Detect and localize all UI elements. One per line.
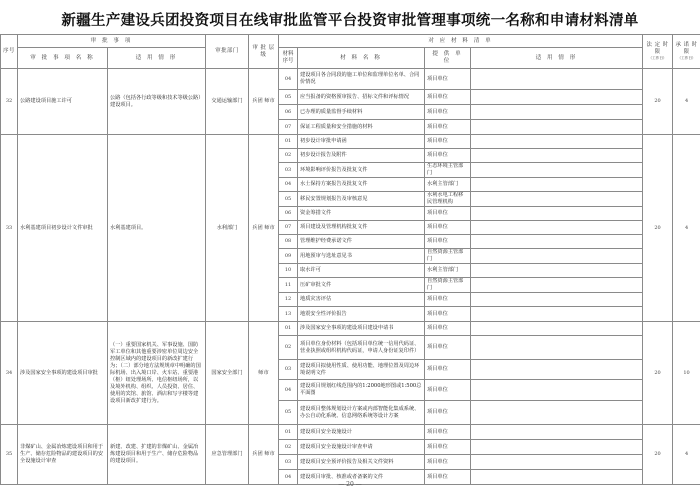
material-name: 管理维护经费承诺文件	[298, 235, 425, 249]
header-level: 审 批 层 级	[249, 35, 279, 69]
row-item-scope: 公路（包括各行政等级和技术等级公路）建设项目。	[108, 69, 206, 135]
material-provider: 项目单位	[425, 336, 471, 360]
material-name: 建设项目安全预评价报告及相关文件资料	[298, 455, 425, 470]
header-item-scope: 适 用 情 形	[108, 48, 206, 69]
material-scope	[471, 249, 643, 264]
header-legal-days	[643, 35, 673, 69]
material-name: 应当报备的资格预审报告、招标文件和评标情况	[298, 90, 425, 105]
row-item-name: 公路建设项目施工许可	[18, 69, 108, 135]
row-promised-days: 10	[673, 322, 700, 425]
material-seq: 07	[279, 221, 298, 235]
row-level: 师市	[249, 322, 279, 425]
row-legal-days: 20	[643, 135, 673, 322]
row-seq: 32	[1, 69, 18, 135]
row-promised-days: 4	[673, 69, 700, 135]
material-provider: 水利主管部门	[425, 264, 471, 278]
material-name: 项目单位身份材料（包括项目单位统一信用代码证、营业执照或组织机构代码证，申请人身份证复印件）	[298, 336, 425, 360]
material-name: 建设项目各合同段的施工单位和监理单位名单、合同价情况	[298, 69, 425, 90]
material-name: 地质灾害评估	[298, 293, 425, 307]
row-item-scope: 水利基建项目。	[108, 135, 206, 322]
material-scope	[471, 105, 643, 120]
material-seq: 05	[279, 90, 298, 105]
material-provider: 项目单位	[425, 470, 471, 485]
page-number: — 20 —	[338, 481, 362, 488]
header-material-name: 材 料 名 称	[298, 48, 425, 69]
material-scope	[471, 235, 643, 249]
material-scope	[471, 135, 643, 149]
header-legal-days-label: 法 定 时 限	[646, 42, 669, 55]
row-level: 兵团 师市	[249, 425, 279, 485]
material-seq: 01	[279, 322, 298, 336]
material-seq: 10	[279, 264, 298, 278]
header-promised-days-label: 承 诺 时 限	[675, 42, 698, 55]
material-provider: 项目单位	[425, 105, 471, 120]
material-seq: 03	[279, 163, 298, 178]
material-name: 用地预审与选址意见书	[298, 249, 425, 264]
row-legal-days: 20	[643, 69, 673, 135]
material-name: 建设项目审批、核准或者备案的文件	[298, 470, 425, 485]
material-scope	[471, 163, 643, 178]
material-name: 建设项目拟使用性质、使用功能、地理位置及周边环境说明文件	[298, 360, 425, 380]
material-provider: 项目单位	[425, 69, 471, 90]
material-scope	[471, 307, 643, 322]
material-seq: 05	[279, 192, 298, 207]
material-scope	[471, 401, 643, 425]
material-seq: 12	[279, 293, 298, 307]
material-provider: 项目单位	[425, 120, 471, 135]
material-provider: 水利主管部门	[425, 178, 471, 192]
material-scope	[471, 69, 643, 90]
material-provider: 项目单位	[425, 235, 471, 249]
approval-materials-table	[0, 34, 700, 485]
row-item-scope: （一）重要国家机关、军事设施、国防军工单位和其他重要涉密单位周边安全控制区域内的建设项目的新改扩建行为；（二）部分地方法规规章中明确的国际机场、出入境口岸、火车站、重要港（枢）纽处理场所、电信枢纽场所，以及境外机构、组织、人员投资、居住、使用的宾馆、旅馆、酒店和写字楼等建设项目新改扩建行为。	[108, 322, 206, 425]
material-provider: 生态环境主管部门	[425, 163, 471, 178]
table-header	[1, 35, 700, 69]
material-seq: 01	[279, 425, 298, 440]
header-legal-days-unit: （工作日）	[648, 56, 667, 60]
material-scope	[471, 293, 643, 307]
header-department: 审批部门	[206, 35, 249, 69]
row-legal-days: 20	[643, 425, 673, 485]
material-provider: 项目单位	[425, 135, 471, 149]
material-provider: 项目单位	[425, 380, 471, 401]
material-scope	[471, 425, 643, 440]
material-seq: 04	[279, 69, 298, 90]
material-seq: 09	[279, 249, 298, 264]
material-scope	[471, 455, 643, 470]
material-provider: 水利水电工程移民管理机构	[425, 192, 471, 207]
material-scope	[471, 149, 643, 163]
header-material-seq: 材料序号	[279, 48, 298, 69]
row-department: 水利部门	[206, 135, 249, 322]
material-provider: 项目单位	[425, 440, 471, 455]
material-provider: 项目单位	[425, 207, 471, 221]
row-seq: 35	[1, 425, 18, 485]
material-provider: 项目单位	[425, 149, 471, 163]
header-seq: 序号	[1, 35, 18, 69]
table-row	[1, 425, 700, 440]
material-provider: 项目单位	[425, 401, 471, 425]
row-item-name: 水利基建项目初步设计文件审批	[18, 135, 108, 322]
row-department: 应急管理部门	[206, 425, 249, 485]
header-material-group: 对 应 材 料 清 单	[279, 35, 643, 48]
material-seq: 01	[279, 135, 298, 149]
material-seq: 11	[279, 278, 298, 293]
material-provider: 项目单位	[425, 90, 471, 105]
material-name: 压矿审批文件	[298, 278, 425, 293]
material-name: 地震安全性评价报告	[298, 307, 425, 322]
header-material-scope: 适 用 情 形	[471, 48, 643, 69]
material-name: 建设项目整体规划设计方案或内部智能化集成系统、办公自动化系统、信息网络系统等设计方案	[298, 401, 425, 425]
material-name: 初步设计报告及附件	[298, 149, 425, 163]
row-level: 兵团 师市	[249, 135, 279, 322]
row-legal-days: 20	[643, 322, 673, 425]
material-name: 建设项目安全设施设计审查申请	[298, 440, 425, 455]
material-seq: 05	[279, 401, 298, 425]
row-item-name: 非煤矿山、金属冶炼建设项目和用于生产、储存危险物品的建设项目的安全设施设计审查	[18, 425, 108, 485]
material-seq: 06	[279, 105, 298, 120]
material-scope	[471, 207, 643, 221]
material-seq: 13	[279, 307, 298, 322]
material-name: 保证工程质量和安全措施的材料	[298, 120, 425, 135]
material-scope	[471, 90, 643, 105]
material-scope	[471, 322, 643, 336]
material-name: 环境影响评价报告及批复文件	[298, 163, 425, 178]
header-item-name: 审 批 事 项 名 称	[18, 48, 108, 69]
material-name: 取水许可	[298, 264, 425, 278]
table-row	[1, 322, 700, 336]
header-approval-item-group: 审 批 事 项	[18, 35, 206, 48]
material-seq: 04	[279, 178, 298, 192]
material-scope	[471, 221, 643, 235]
material-seq: 04	[279, 470, 298, 485]
material-scope	[471, 120, 643, 135]
row-level: 兵团 师市	[249, 69, 279, 135]
row-promised-days: 4	[673, 135, 700, 322]
material-provider: 项目单位	[425, 425, 471, 440]
material-seq: 03	[279, 360, 298, 380]
material-seq: 02	[279, 440, 298, 455]
material-name: 已办理的质量监督手续材料	[298, 105, 425, 120]
material-name: 建设项目规划红线范围内的1:2000地形图或1:500总平面图	[298, 380, 425, 401]
material-seq: 08	[279, 235, 298, 249]
material-scope	[471, 178, 643, 192]
material-provider: 项目单位	[425, 293, 471, 307]
material-scope	[471, 440, 643, 455]
material-name: 涉及国家安全事项的建设项目建设申请书	[298, 322, 425, 336]
table-row	[1, 135, 700, 149]
material-seq: 03	[279, 455, 298, 470]
table-row	[1, 69, 700, 90]
material-name: 初步设计审批申请函	[298, 135, 425, 149]
material-provider: 项目单位	[425, 455, 471, 470]
material-name: 建设项目安全设施设计	[298, 425, 425, 440]
material-name: 资金筹措文件	[298, 207, 425, 221]
material-name: 水土保持方案报告及批复文件	[298, 178, 425, 192]
row-department: 国家安全部门	[206, 322, 249, 425]
row-promised-days: 4	[673, 425, 700, 485]
row-seq: 33	[1, 135, 18, 322]
material-provider: 自然资源主管部门	[425, 278, 471, 293]
material-provider: 自然资源主管部门	[425, 249, 471, 264]
row-department: 交通运输部门	[206, 69, 249, 135]
material-seq: 02	[279, 149, 298, 163]
material-scope	[471, 264, 643, 278]
header-provider: 提 供 单 位	[425, 48, 471, 69]
material-scope	[471, 336, 643, 360]
material-seq: 06	[279, 207, 298, 221]
material-seq: 07	[279, 120, 298, 135]
material-scope	[471, 192, 643, 207]
row-item-name: 涉及国家安全事项的建设项目审批	[18, 322, 108, 425]
row-seq: 34	[1, 322, 18, 425]
material-provider: 项目单位	[425, 322, 471, 336]
material-provider: 项目单位	[425, 307, 471, 322]
header-promised-days-unit: （工作日）	[677, 56, 696, 60]
material-scope	[471, 380, 643, 401]
document-title: 新疆生产建设兵团投资项目在线审批监管平台投资审批管理事项统一名称和申请材料清单	[61, 12, 639, 29]
material-seq: 02	[279, 336, 298, 360]
material-seq: 04	[279, 380, 298, 401]
material-scope	[471, 278, 643, 293]
row-item-scope: 新建、改建、扩建的非煤矿山、金属冶炼建设项目和用于生产、储存危险物品的建设项目。	[108, 425, 206, 485]
material-name: 项目建设及管理机构批复文件	[298, 221, 425, 235]
material-name: 移民安置规划报告及审核意见	[298, 192, 425, 207]
header-promised-days	[673, 35, 700, 69]
material-provider: 项目单位	[425, 221, 471, 235]
material-scope	[471, 360, 643, 380]
material-provider: 项目单位	[425, 360, 471, 380]
table-body	[1, 69, 700, 485]
